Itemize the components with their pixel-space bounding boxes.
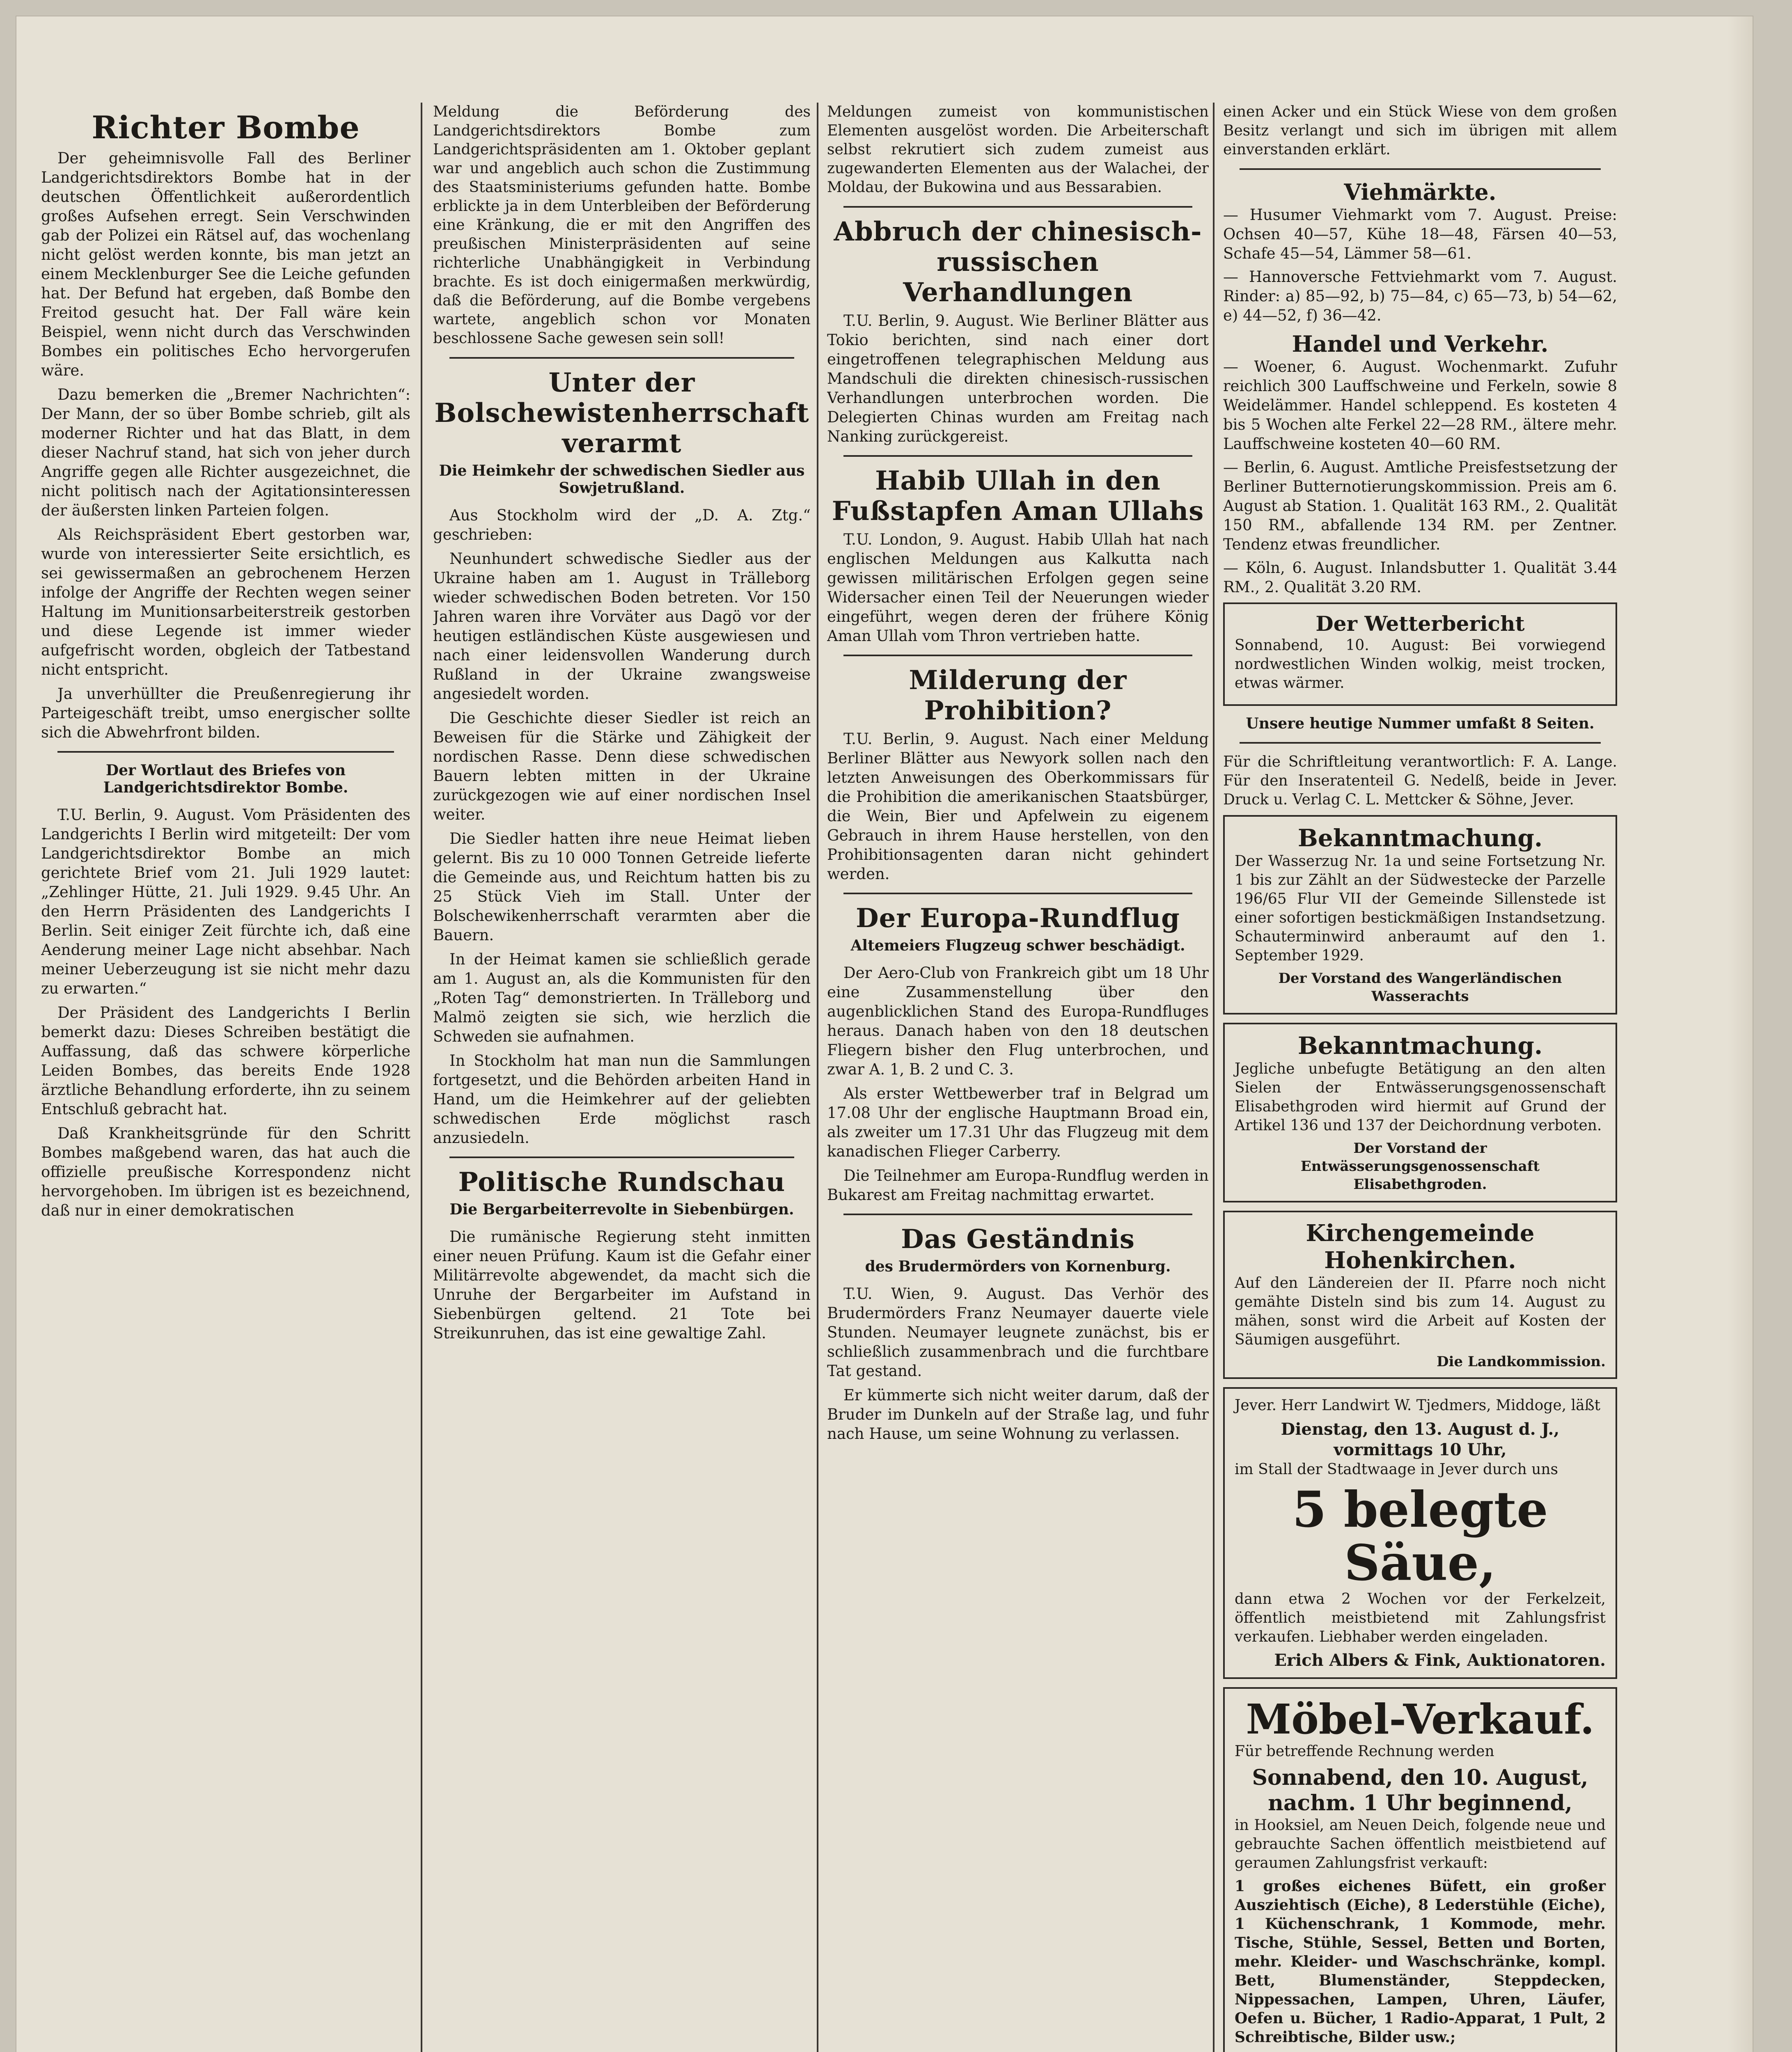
article-subhead: des Brudermörders von Kornenburg. [865,1258,1171,1275]
article-paragraph: Die Teilnehmer am Europa-Rundflug werden in Bukarest am Freitag nachmittag erwartet. [827,1167,1209,1204]
ad-text: in Hooksiel, am Neuen Deich, folgende neue und gebrauchte Sachen öffentlich meistbietend auf geraumen Zahlungsfrist verkauft: [1235,1817,1606,1871]
divider [449,1157,794,1158]
weather-box [1223,602,1617,706]
notice-text: Jegliche unbefugte Betätigung an den alten Sielen der Entwässerungsgenossenschaft Elisabethgroden wird hiermit auf Grund der Artikel 136 und 137 der Deichordnung verboten. [1235,1060,1606,1134]
article-paragraph: T.U. Berlin, 9. August. Wie Berliner Blätter aus Tokio berichten, sind nach einer dort eingetroffenen telegraphischen Meldung aus Mandschuli die direkten chinesisch-russischen Verhandlungen unterbrochen worden. Die Delegierten Chinas wurden am Freitag nach Nanking zurückgereist. [827,312,1209,445]
article-paragraph: In der Heimat kamen sie schließlich gerade am 1. August an, als die Kommunisten für den „Roten Tag“ demonstrierten. In Trälleborg und Malmö zeigten sie sich, wie herzlich die Schweden sie aufnahmen. [433,950,811,1045]
trade-list [1223,357,1617,597]
list-item: — Köln, 6. August. Inlandsbutter 1. Qualität 3.44 RM., 2. Qualität 3.20 RM. [1223,559,1617,596]
article-headline: Habib Ullah in den Fußstapfen Aman Ullahs [832,465,1204,527]
article-paragraph: Ja unverhüllter die Preußenregierung ihr Parteigeschäft treibt, umso energischer sollte sich die Abwehrfront bilden. [41,685,410,741]
article-headline: Richter Bombe [92,109,360,146]
notice-box [1223,815,1617,1015]
list-item: — Berlin, 6. August. Amtliche Preisfestsetzung der Berliner Butternotierungskommission. Preis am 6. August ab Station. 1. Qualität 163 RM., 2. Qualität 150 RM., abfallende 134 RM. per Zentner. Tendenz etwas freundlicher. [1223,458,1617,553]
article-paragraph: Meldung die Beförderung des Landgerichtsdirektors Bombe zum Landgerichtspräsidenten am 1. Oktober geplant war und angeblich auch schon die Zustimmung des Staatsministeriums gefunden hatte. Bombe erblickte ja in dem Unterbleiben der Beförderung eine Kränkung, die er mit den Angriffen des preußischen Ministerpräsidenten auf seine richterliche Unabhängigkeit in Verbindung brachte. Es ist doch einigermaßen merkwürdig, daß die Beförderung, auf die Bombe vergebens wartete, angeblich schon vor Monaten beschlossene Sache gewesen sein soll! [433,103,811,347]
article-paragraph: Dazu bemerken die „Bremer Nachrichten“: Der Mann, der so über Bombe schrieb, gilt als moderner Richter und hat das Blatt, in dem dieser Nachruf stand, hat sich von jeher durch Angriffe gegen alle Richter ausgezeichnet, die nicht politisch nach der Agitationsinteressen der äußersten linken Parteien folgen. [41,386,410,519]
section-head: Handel und Verkehr. [1292,331,1549,357]
article-paragraph: Die rumänische Regierung steht inmitten einer neuen Prüfung. Kaum ist die Gefahr einer Militärrevolte abgewendet, da macht sich die Unruhe der Bergarbeiter im Aufstand in Siebenbürgen geltend. 21 Tote bei Streikunruhen, das ist eine gewaltige Zahl. [433,1228,811,1342]
column-3 [827,103,1209,2052]
article-paragraph: Er kümmerte sich nicht weiter darum, daß der Bruder im Dunkeln auf der Straße lag, und fuhr nach Hause, um seine Wohnung zu verlassen. [827,1386,1209,1443]
list-item: — Hannoversche Fettviehmarkt vom 7. August. Rinder: a) 85—92, b) 75—84, c) 65—73, b) 54—62, e) 44—52, f) 36—42. [1223,268,1617,324]
ad-headline: 5 belegte Säue, [1292,1481,1548,1592]
livestock-sale-ad [1223,1387,1617,1679]
article-subhead: Altemeiers Flugzeug schwer beschädigt. [850,937,1185,954]
ad-intro: Für betreffende Rechnung werden [1235,1743,1494,1760]
divider [843,893,1192,894]
notice-box [1223,1023,1617,1202]
article-paragraph: Als Reichspräsident Ebert gestorben war, wurde von interessierter Seite ersichtlich, es sei gewissermaßen an gebrochenem Herzen infolge der Angriffe der Rechten wegen seiner Haltung im Munitionsarbeiterstreik gestorben und diese Legende ist immer wieder aufgefrischt worden, obgleich der Tatbestand nicht entspricht. [41,526,410,678]
divider [449,357,794,359]
notice-head: Kirchengemeinde Hohenkirchen. [1306,1220,1535,1274]
notice-head: Bekanntmachung. [1297,1032,1543,1060]
article-paragraph: Neunhundert schwedische Siedler aus der Ukraine haben am 1. August in Trälleborg wieder schwedischen Boden betreten. Vor 150 Jahren waren ihre Vorväter aus Dagö vor der heutigen estländischen Küste ausgewiesen und nach einer leidensvollen Wanderung durch Rußland in der Ukraine zwangsweise angesiedelt worden. [433,550,811,703]
article-subhead: Die Bergarbeiterrevolte in Siebenbürgen. [449,1201,794,1218]
article-paragraph: Aus Stockholm wird der „D. A. Ztg.“ geschrieben: [433,506,811,543]
notice-text: Auf den Ländereien der II. Pfarre noch nicht gemähte Disteln sind bis zum 14. August zu mähen, sonst wird die Arbeit auf Kosten der Säumigen ausgeführt. [1235,1275,1606,1348]
divider [843,206,1192,208]
divider [1240,168,1601,170]
ad-place: im Stall der Stadtwaage in Jever durch uns [1235,1461,1558,1478]
column-rule [1213,103,1215,2052]
column-2 [433,103,811,2052]
article-paragraph: Daß Krankheitsgründe für den Schritt Bombes maßgebend waren, das hat auch die offizielle preußische Korrespondenz nicht hervorgehoben. Im übrigen ist es bezeichnend, daß nur in einer demokratischen [41,1124,410,1219]
furniture-sale-ad [1223,1687,1617,2052]
article-paragraph: Der Präsident des Landgerichts I Berlin bemerkt dazu: Dieses Schreiben bestätigt die Auffassung, daß das schwere körperliche Leiden Bombes, das bereits Ende 1928 ärztliche Behandlung erforderte, ihn zu seinem Entschluß gebracht hat. [41,1004,410,1118]
article-headline: Der Europa-Rundflug [856,903,1180,934]
article-paragraph: T.U. Berlin, 9. August. Nach einer Meldung Berliner Blätter aus Newyork sollen nach den letzten Anweisungen des Oberkommissars für die Prohibition die amerikanischen Staatsbürger, die Wein, Bier und Apfelwein zu eigenem Gebrauch in ihrem Hause herstellen, von den Prohibitionsagenten daran nicht gehindert werden. [827,730,1209,883]
ad-sign: Erich Albers & Fink, Auktionatoren. [1274,1651,1606,1670]
article-paragraph: Der geheimnisvolle Fall des Berliner Landgerichtsdirektors Bombe hat in der deutschen Öffentlichkeit außerordentlich großes Aufsehen erregt. Sein Verschwinden gab der Polizei ein Rätsel auf, das wochenlang nicht gelöst werden konnte, bis man jetzt an einem Mecklenburger See die Leiche gefunden hat. Der Befund hat ergeben, daß Bombe den Freitod gesucht hat. Der Fall wäre kein Beispiel, wenn nicht durch das Verschwinden Bombes ein politisches Echo hervorgerufen wäre. [41,149,410,379]
ad-desc: dann etwa 2 Wochen vor der Ferkelzeit, öffentlich meistbietend mit Zahlungsfrist verkaufen. Liebhaber werden eingeladen. [1235,1591,1606,1645]
column-1 [41,103,410,2052]
article-paragraph: T.U. London, 9. August. Habib Ullah hat nach englischen Meldungen aus Kalkutta nach gewissen militärischen Erfolgen gegen seine Widersacher einen Teil der Neuerungen wieder eingeführt, wegen deren der frühere König Aman Ullah vom Thron vertrieben hatte. [827,531,1209,645]
ad-headline: Möbel-Verkauf. [1246,1695,1595,1743]
newspaper-page [16,16,1753,2052]
list-item: — Husumer Viehmarkt vom 7. August. Preise: Ochsen 40—57, Kühe 18—48, Färsen 40—53, Schafe 45—54, Lämmer 58—61. [1223,206,1617,262]
article-paragraph: Die Siedler hatten ihre neue Heimat lieben gelernt. Bis zu 10 000 Tonnen Getreide lieferte die Gemeinde aus, und Reichtum hatten bis zu 25 Stück Vieh im Stall. Unter der Bolschewikenherrschaft verarmten aber die Bauern. [433,830,811,944]
section-head: Viehmärkte. [1344,179,1496,205]
divider [57,751,394,753]
article-subhead: Der Wortlaut des Briefes von Landgerichtsdirektor Bombe. [103,762,348,796]
divider [843,1214,1192,1215]
notice-text: Der Wasserzug Nr. 1a und seine Fortsetzung Nr. 1 bis zur Zählt an der Südwestecke der Parzelle 196/65 Flur VII der Gemeinde Sillenstede ist einer sofortigen bestickmäßigen Instandsetzung. Schauterminwird anberaumt auf den 1. September 1929. [1235,853,1606,964]
article-headline: Politische Rundschau [458,1167,786,1198]
article-subhead: Die Heimkehr der schwedischen Siedler aus Sowjetrußland. [439,462,805,497]
column-rule [421,103,422,2052]
ad-items: 1 großes eichenes Büfett, ein großer Ausziehtisch (Eiche), 8 Lederstühle (Eiche), 1 Küchenschrank, 1 Kommode, mehr. Tische, Stühle, Sessel, Betten und Borten, mehr. Kleider- und Waschschränke, kompl. Bett, Blumenständer, Steppdecken, Nippessachen, Lampen, Uhren, Läufer, Oefen u. Bücher, 1 Radio-Apparat, 1 Pult, 2 Schreibtische, Bilder usw.; [1235,1878,1606,2046]
church-notice [1223,1211,1617,1379]
article-paragraph: einen Acker und ein Stück Wiese von dem großen Besitz verlangt und sich im übrigen mit allem einverstanden erklärt. [1223,103,1617,158]
notice-sign: Der Vorstand des Wangerländischen Wasserachts [1278,970,1562,1005]
article-paragraph: In Stockholm hat man nun die Sammlungen fortgesetzt, und die Behörden arbeiten Hand in Hand, um die Heimkehrer auf der geliebten schwedischen Erde möglichst rasch anzusiedeln. [433,1052,811,1147]
weather-text: Sonnabend, 10. August: Bei vorwiegend nordwestlichen Winden wolkig, meist trocken, etwas wärmer. [1235,637,1606,692]
article-headline: Unter der Bolschewistenherrschaft verarmt [434,367,809,459]
section-head: Der Wetterbericht [1315,611,1525,636]
ad-intro: Jever. Herr Landwirt W. Tjedmers, Middoge, läßt [1235,1397,1601,1414]
article-headline: Milderung der Prohibition? [909,665,1127,726]
article-paragraph: T.U. Wien, 9. August. Das Verhör des Brudermörders Franz Neumayer dauerte viele Stunden. Neumayer leugnete zunächst, bis er schließlich zusammenbrach und die furchtbare Tat gestand. [827,1285,1209,1380]
article-paragraph: Der Aero-Club von Frankreich gibt um 18 Uhr eine Zusammenstellung über den augenblicklichen Stand des Europa-Rundfluges heraus. Danach haben von den 18 deutschen Fliegern bisher den Flug unterbrochen, und zwar A. 1, B. 2 und C. 3. [827,964,1209,1078]
ad-date: Dienstag, den 13. August d. J., vormittags 10 Uhr, [1281,1420,1560,1459]
divider [843,455,1192,457]
pages-note: Unsere heutige Nummer umfaßt 8 Seiten. [1246,715,1595,732]
divider [1240,742,1601,744]
article-headline: Abbruch der chinesisch-russischen Verhandlungen [834,216,1202,308]
notice-sign: Der Vorstand der Entwässerungsgenossenschaft Elisabethgroden. [1300,1140,1540,1193]
notice-head: Bekanntmachung. [1297,824,1543,852]
notice-sign: Die Landkommission. [1437,1353,1606,1370]
article-paragraph: Als erster Wettbewerber traf in Belgrad um 17.08 Uhr der englische Hauptmann Broad ein, als zweiter um 17.31 Uhr das Flugzeug mit dem kanadischen Flieger Carberry. [827,1085,1209,1160]
column-4 [1223,103,1617,2052]
divider [843,655,1192,656]
article-paragraph: Meldungen zumeist von kommunistischen Elementen ausgelöst worden. Die Arbeiterschaft selbst rekrutiert sich zudem zumeist aus zugewanderten Elementen aus der Walachei, der Moldau, der Bukowina und aus Bessarabien. [827,103,1209,196]
market-list [1223,205,1617,325]
article-paragraph: T.U. Berlin, 9. August. Vom Präsidenten des Landgerichts I Berlin wird mitgeteilt: Der vom Landgerichtsdirektor Bombe an mich gerichtete Brief vom 21. Juli 1929 lautet: „Zehlinger Hütte, 21. Juli 1929. 9.45 Uhr. An den Herrn Präsidenten des Landgerichts I Berlin. Seit einiger Zeit fürchte ich, daß eine Aenderung meiner Lage nicht absehbar. Nach meiner Ueberzeugung ist sie nicht mehr dazu zu erwarten.“ [41,806,410,997]
column-rule [817,103,818,2052]
article-headline: Das Geständnis [901,1224,1135,1255]
ad-date: Sonnabend, den 10. August, nachm. 1 Uhr beginnend, [1252,1765,1588,1816]
imprint: Für die Schriftleitung verantwortlich: F. A. Lange. Für den Inseratenteil G. Nedelß, beide in Jever. Druck u. Verlag C. L. Mettcker & Söhne, Jever. [1223,753,1617,808]
page-binding-edge [1728,16,1753,2052]
article-paragraph: Die Geschichte dieser Siedler ist reich an Beweisen für die Stärke und Zähigkeit der nordischen Rasse. Denn diese schwedischen Bauern lebten mitten in der Ukraine zurückgezogen wie auf einer nordischen Insel weiter. [433,709,811,823]
list-item: — Woener, 6. August. Wochenmarkt. Zufuhr reichlich 300 Lauffschweine und Ferkeln, sowie 8 Weidelämmer. Handel schleppend. Es kosteten 4 bis 5 Wochen alte Ferkel 22—28 RM., ältere mehr. Lauffschweine kosteten 40—60 RM. [1223,358,1617,453]
